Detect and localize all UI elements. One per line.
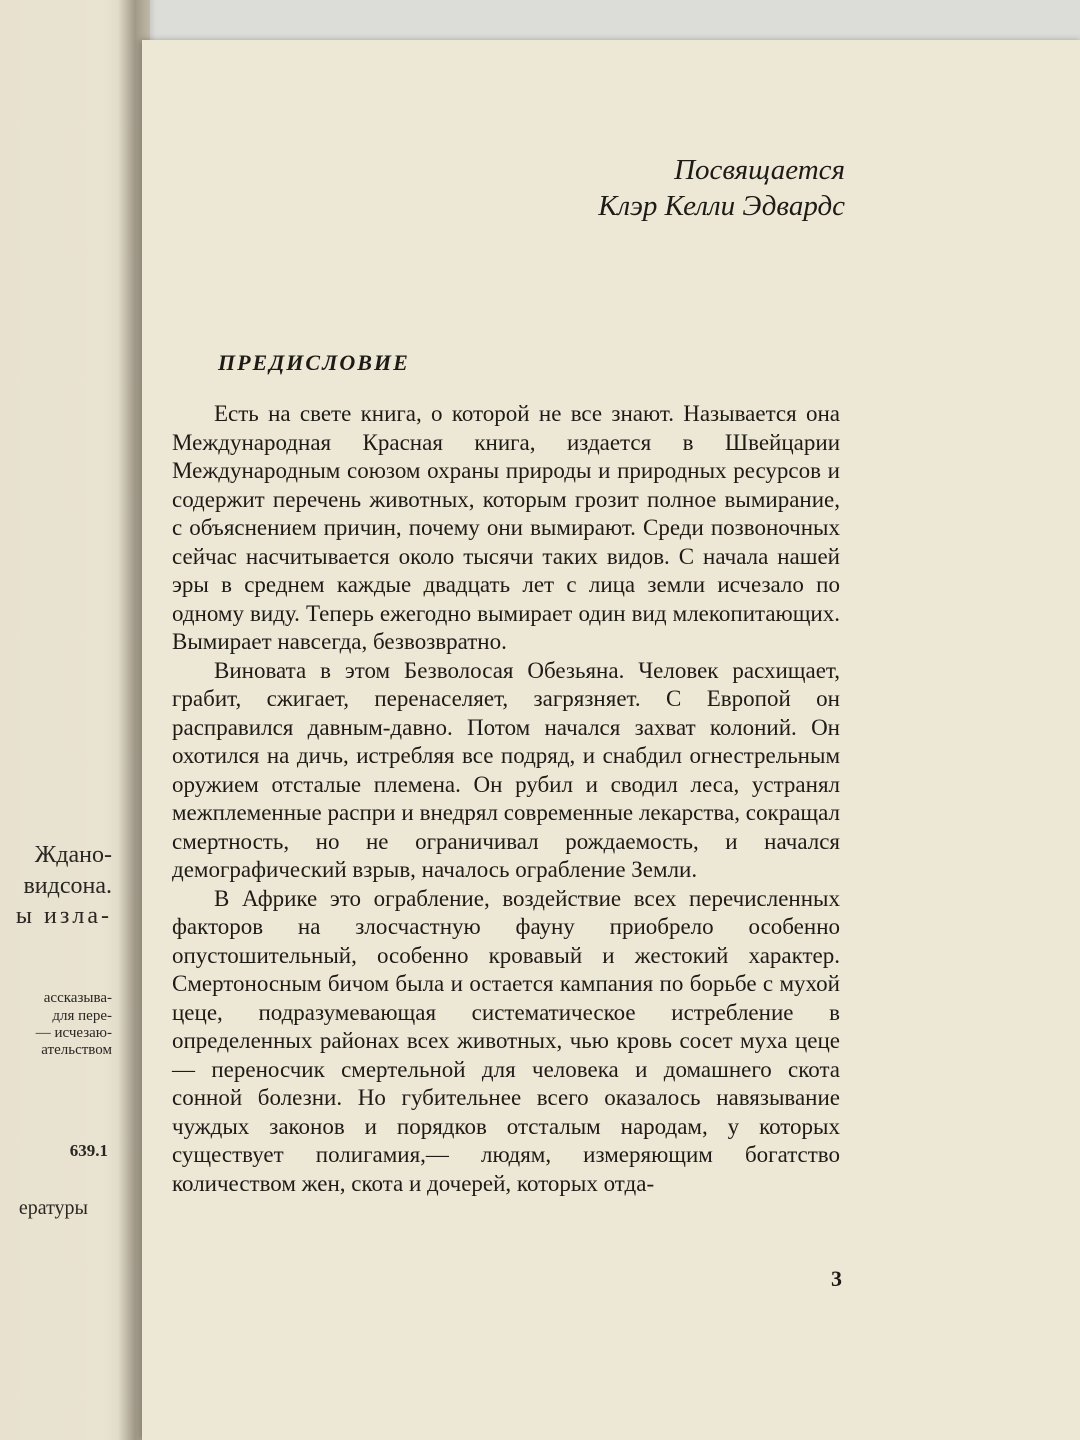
left-fragment: ературы <box>18 1197 88 1219</box>
dedication-name: Клэр Келли Эдвардс <box>598 190 845 222</box>
left-fragment: ассказыва- <box>43 990 112 1006</box>
dedication <box>598 152 845 224</box>
left-fragment: для пере- <box>52 1008 112 1024</box>
left-fragment: — исчезаю- <box>35 1025 112 1041</box>
left-fragment: ательством <box>41 1042 112 1058</box>
left-fragment: ы изла- <box>15 903 112 929</box>
section-heading: ПРЕДИСЛОВИЕ <box>218 350 410 375</box>
paragraph: Есть на свете книга, о которой не все знают. Называется она Международная Красная книга, издается в Швейцарии Международным союзом охраны природы и природных ресурсов и содержит перечень животных, которым грозит полное вымирание, с объяснением причин, почему они вымирают. Среди позвоночных сейчас насчитывается около тысячи таких видов. С начала нашей эры в среднем каждые двадцать лет с лица земли исчезало по одному виду. Теперь ежегодно вымирает один вид млекопитающих. Вымирает навсегда, безвозвратно. <box>172 401 840 654</box>
right-page <box>142 40 1080 1440</box>
paragraph: Виновата в этом Безволосая Обезьяна. Человек расхищает, грабит, сжигает, перенаселяет, загрязняет. С Европой он расправился давным-давно. Потом начался захват колоний. Он охотился на дичь, истребляя все подряд, и снабдил огнестрельным оружием отсталые племена. Он рубил и сводил леса, устранял межплеменные распри и внедрял современные лекарства, сокращал смертность, но не ограничивал рождаемость, и начался демографический взрыв, началось ограбление Земли. <box>172 657 840 882</box>
paragraph: В Африке это ограбление, воздействие всех перечисленных факторов на злосчастную фауну приобрело особенно опустошительный, особенно кровавый и жестокий характер. Смертоносным бичом была и остается кампания по борьбе с мухой цеце, подразумевающая систематическое истребление в определенных районах всех животных, чью кровь сосет муха цеце — переносчик смертельной для человека и домашнего скота сонной болезни. Но губительнее всего оказалось навязывание чуждых законов и порядков отсталым народам, у которых существует полигамия,— людям, измеряющим богатство количеством жен, скота и дочерей, которых отда- <box>172 885 840 1196</box>
body-text <box>172 400 840 1198</box>
dedication-line: Посвящается <box>674 154 845 186</box>
page-number: 3 <box>831 1266 842 1291</box>
left-fragment: видсона. <box>23 873 112 899</box>
left-fragment: Ждано- <box>34 842 112 868</box>
left-fragment: 639.1 <box>69 1141 108 1160</box>
